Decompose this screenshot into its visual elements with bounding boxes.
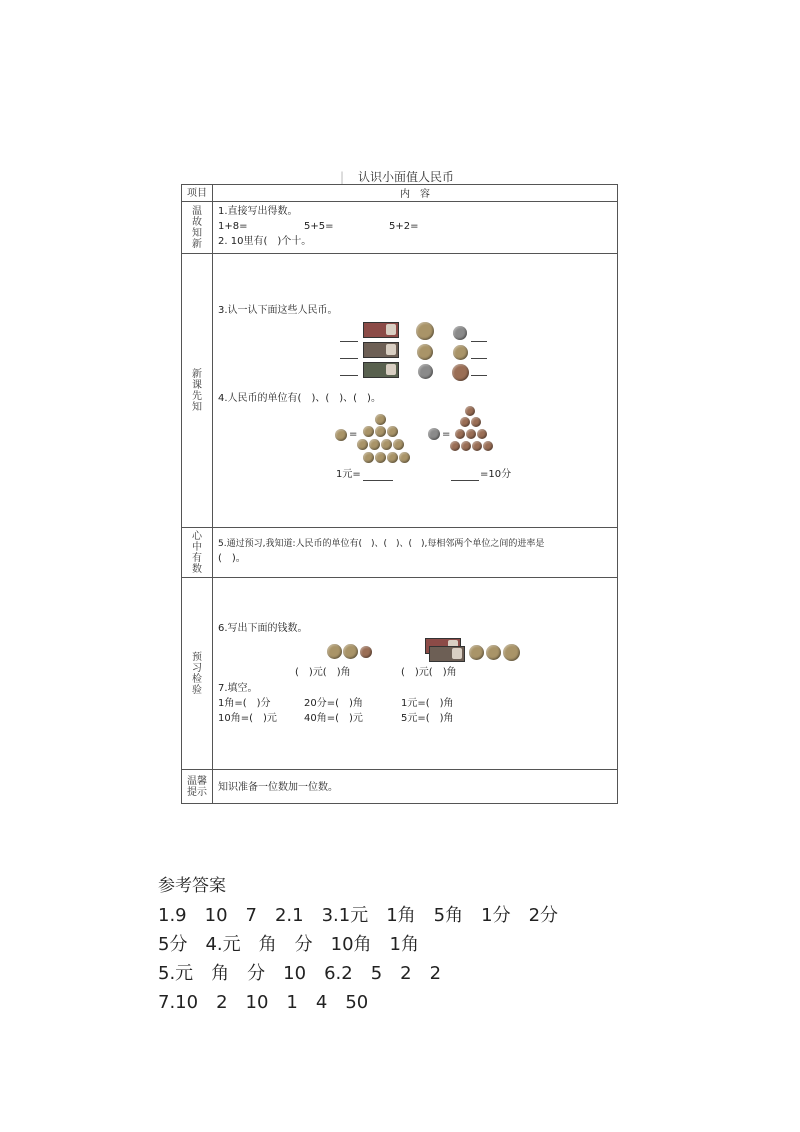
equation-fen: =10分 bbox=[480, 469, 512, 480]
section-label: 预习检验 bbox=[182, 578, 213, 770]
coin-image bbox=[472, 441, 482, 451]
coin-image bbox=[360, 646, 372, 658]
question-3: 3.认一认下面这些人民币。 bbox=[218, 305, 338, 316]
tip-section bbox=[213, 770, 618, 804]
banknote-image bbox=[363, 362, 399, 378]
question-7: 7.填空。 bbox=[218, 683, 258, 694]
coin-image bbox=[357, 439, 368, 450]
coin-image bbox=[363, 426, 374, 437]
summary-section bbox=[213, 528, 618, 578]
equation-yuan: 1元= bbox=[336, 469, 361, 480]
coin-image bbox=[483, 441, 493, 451]
coin-image bbox=[453, 326, 467, 340]
check-section bbox=[213, 578, 618, 770]
review-section bbox=[213, 202, 618, 254]
money-answer-2: ( )元( )角 bbox=[401, 667, 457, 678]
section-label: 温馨提示 bbox=[182, 770, 213, 804]
worksheet-title: | 认识小面值人民币 bbox=[340, 170, 455, 184]
calc-item: 5+5= bbox=[304, 221, 334, 232]
coin-image bbox=[369, 439, 380, 450]
answer-line bbox=[471, 375, 487, 376]
question-2: 2. 10里有( )个十。 bbox=[218, 236, 312, 247]
coin-image bbox=[363, 452, 374, 463]
coin-image bbox=[465, 406, 475, 416]
coin-image bbox=[375, 414, 386, 425]
worksheet-table bbox=[181, 184, 618, 804]
answer-key-heading: 参考答案 bbox=[158, 876, 226, 896]
coin-image bbox=[343, 644, 358, 659]
fill-item: 10角=( )元 bbox=[218, 713, 277, 724]
coin-image bbox=[393, 439, 404, 450]
fill-item: 1角=( )分 bbox=[218, 698, 271, 709]
answer-line bbox=[451, 480, 479, 481]
banknote-image bbox=[363, 322, 399, 338]
coin-image bbox=[450, 441, 460, 451]
coin-image bbox=[375, 426, 386, 437]
coin-image bbox=[335, 429, 347, 441]
answer-line-text: 7.10 2 10 1 4 50 bbox=[158, 992, 369, 1013]
coin-image bbox=[381, 439, 392, 450]
answer-line bbox=[471, 358, 487, 359]
coin-image bbox=[399, 452, 410, 463]
answer-line bbox=[340, 375, 358, 376]
coin-image bbox=[387, 426, 398, 437]
fill-item: 1元=( )角 bbox=[401, 698, 454, 709]
coin-image bbox=[327, 644, 342, 659]
coin-image bbox=[503, 644, 520, 661]
section-label: 新课先知 bbox=[182, 254, 213, 528]
coin-image bbox=[417, 344, 433, 360]
answer-line-text: 5分 4.元 角 分 10角 1角 bbox=[158, 934, 419, 955]
fill-item: 20分=( )角 bbox=[304, 698, 363, 709]
coin-image bbox=[452, 364, 469, 381]
column-content-header: 内 容 bbox=[213, 185, 618, 202]
question-5-cont: ( )。 bbox=[218, 553, 246, 564]
coin-image bbox=[375, 452, 386, 463]
section-label: 温故知新 bbox=[182, 202, 213, 254]
coin-image bbox=[486, 645, 501, 660]
coin-image bbox=[453, 345, 468, 360]
new-lesson-section bbox=[213, 254, 618, 528]
section-label: 心中有数 bbox=[182, 528, 213, 578]
answer-line bbox=[471, 341, 487, 342]
coin-image bbox=[466, 429, 476, 439]
money-answer-1: ( )元( )角 bbox=[295, 667, 351, 678]
coin-image bbox=[471, 417, 481, 427]
question-4: 4.人民币的单位有( )、( )、( )。 bbox=[218, 393, 381, 404]
question-6: 6.写出下面的钱数。 bbox=[218, 623, 308, 634]
column-item-header: 项目 bbox=[182, 185, 213, 202]
question-1: 1.直接写出得数。 bbox=[218, 206, 298, 217]
banknote-image bbox=[429, 646, 465, 662]
fill-item: 5元=( )角 bbox=[401, 713, 454, 724]
equals-sign: = bbox=[349, 429, 358, 440]
coin-image bbox=[428, 428, 440, 440]
answer-key bbox=[158, 872, 558, 1017]
answer-line-text: 1.9 10 7 2.1 3.1元 1角 5角 1分 2分 bbox=[158, 905, 559, 926]
coin-image bbox=[469, 645, 484, 660]
coin-image bbox=[416, 322, 434, 340]
coin-image bbox=[455, 429, 465, 439]
coin-image bbox=[387, 452, 398, 463]
coin-image bbox=[477, 429, 487, 439]
equals-sign: = bbox=[442, 429, 451, 440]
coin-image bbox=[461, 441, 471, 451]
answer-line bbox=[363, 480, 393, 481]
fill-item: 40角=( )元 bbox=[304, 713, 363, 724]
answer-line bbox=[340, 358, 358, 359]
coin-image bbox=[418, 364, 433, 379]
calc-item: 5+2= bbox=[389, 221, 419, 232]
calc-item: 1+8= bbox=[218, 221, 248, 232]
coin-image bbox=[460, 417, 470, 427]
answer-line bbox=[340, 341, 358, 342]
answer-line-text: 5.元 角 分 10 6.2 5 2 2 bbox=[158, 963, 442, 984]
question-5: 5.通过预习,我知道:人民币的单位有( )、( )、( ),每相邻两个单位之间的进率是 bbox=[218, 539, 545, 549]
tip-text: 知识准备一位数加一位数。 bbox=[218, 782, 338, 793]
banknote-image bbox=[363, 342, 399, 358]
